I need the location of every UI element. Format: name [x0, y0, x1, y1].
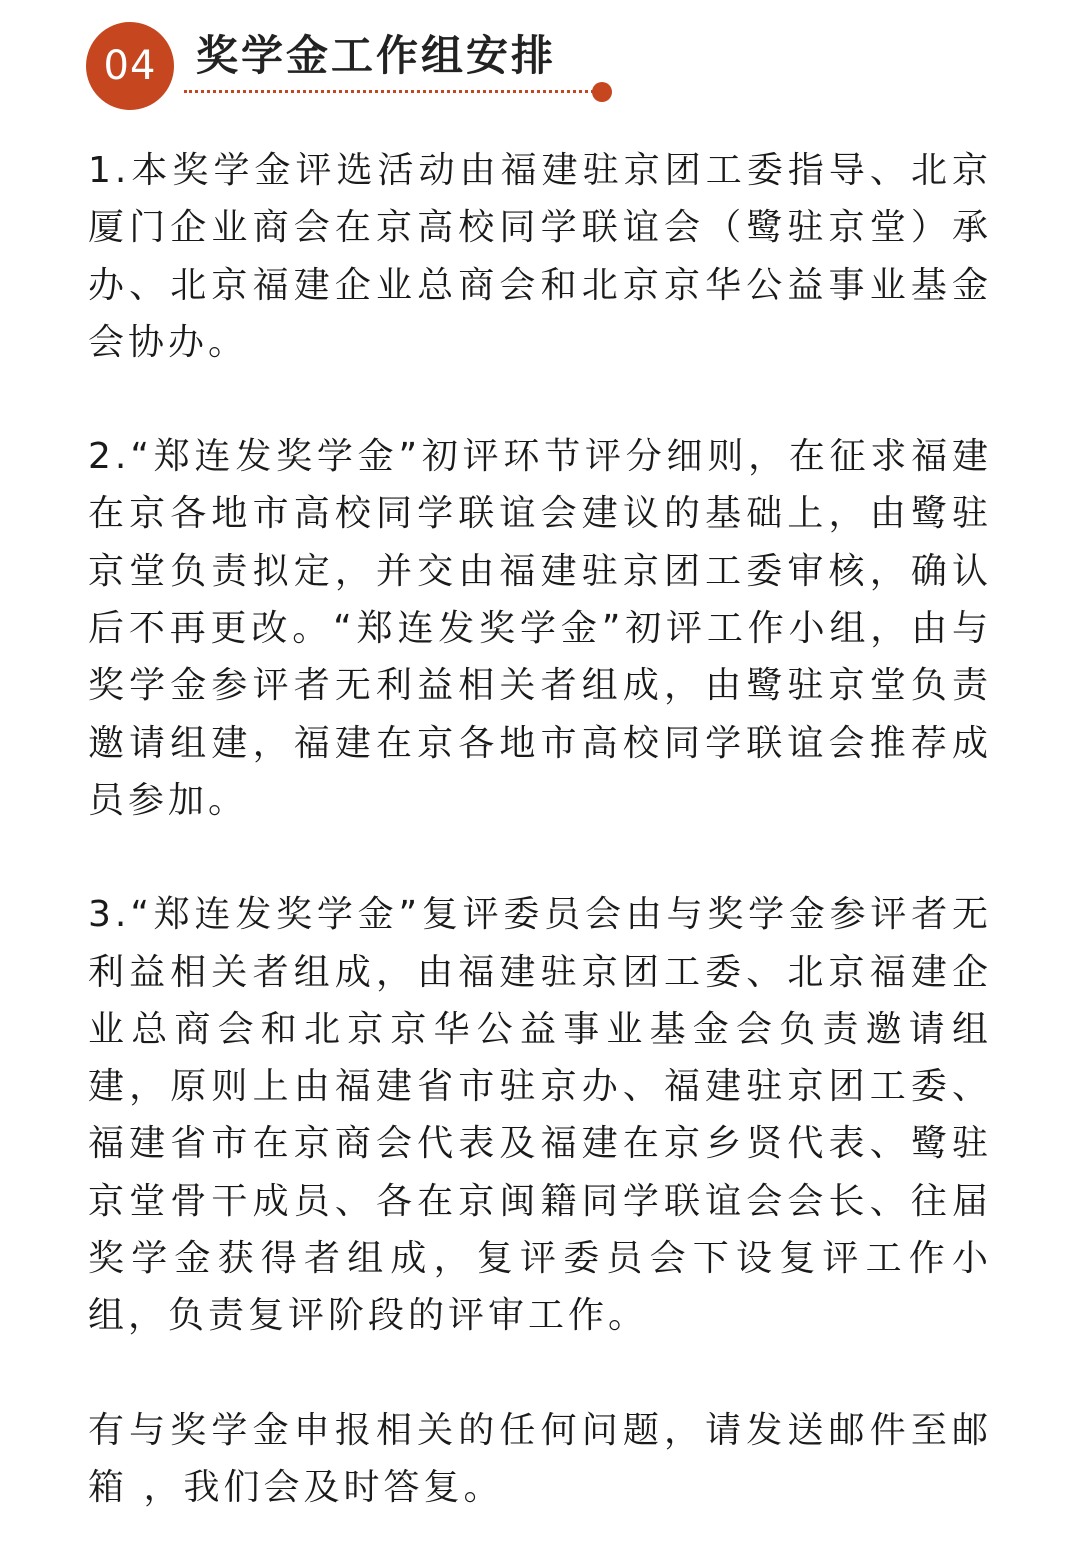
section-number-badge: 04 [86, 22, 174, 110]
paragraph-preliminary-review: 2.“郑连发奖学金”初评环节评分细则，在征求福建在京各地市高校同学联谊会建议的基础上，由鹭驻京堂负责拟定，并交由福建驻京团工委审核，确认后不再更改。“郑连发奖学金”初评工作小组，由与奖学金参评者无利益相关者组成，由鹭驻京堂负责邀请组建，福建在京各地市高校同学联谊会推荐成员参加。 [88, 436, 992, 821]
paragraph-final-review-committee: 3.“郑连发奖学金”复评委员会由与奖学金参评者无利益相关者组成，由福建驻京团工委、北京福建企业总商会和北京京华公益事业基金会负责邀请组建，原则上由福建省市驻京办、福建驻京团工委、福建省市在京商会代表及福建在京乡贤代表、鹭驻京堂骨干成员、各在京闽籍同学联谊会会长、往届奖学金获得者组成，复评委员会下设复评工作小组，负责复评阶段的评审工作。 [88, 894, 992, 1337]
paragraph-organizers: 1.本奖学金评选活动由福建驻京团工委指导、北京厦门企业商会在京高校同学联谊会（鹭驻京堂）承办、北京福建企业总商会和北京京华公益事业基金会协办。 [88, 150, 992, 363]
section-header [86, 22, 626, 112]
section-title: 奖学金工作组安排 [196, 31, 557, 80]
article-body [88, 142, 992, 1516]
title-underline-divider [184, 90, 594, 93]
underline-end-dot [592, 82, 612, 102]
paragraph-contact: 有与奖学金申报相关的任何问题，请发送邮件至邮箱 ，我们会及时答复。 [88, 1409, 992, 1508]
